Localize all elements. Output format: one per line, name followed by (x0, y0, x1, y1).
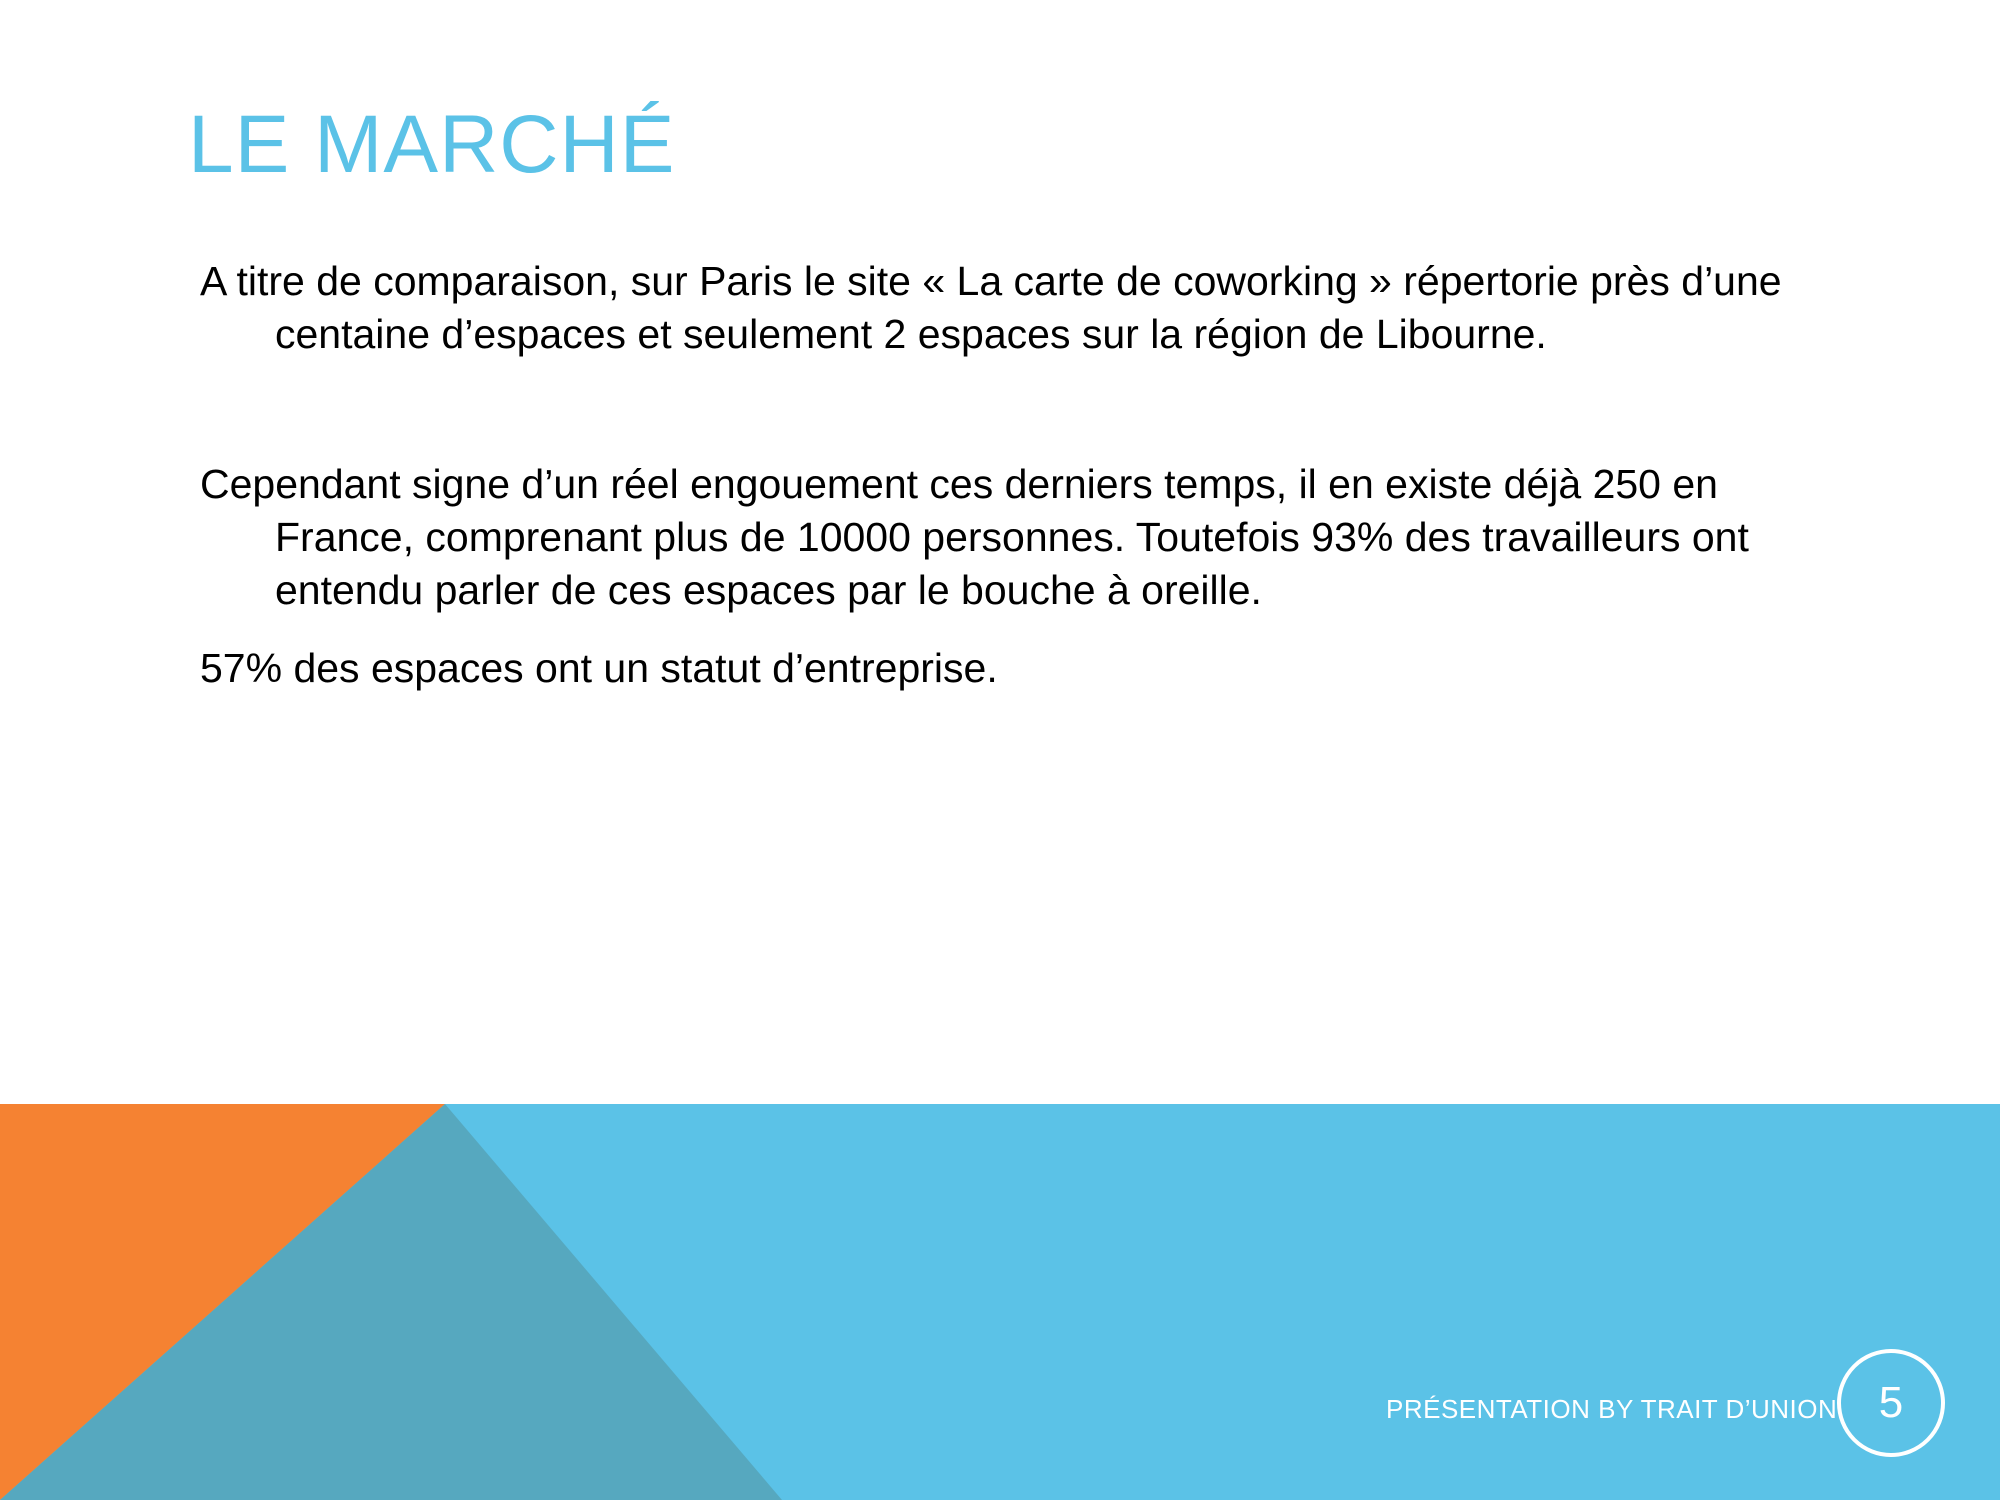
footer-banner (0, 1104, 2000, 1500)
paragraph-engouement: Cependant signe d’un réel engouement ces derniers temps, il en existe déjà 250 en France, comprenant plus de 10000 personnes. Toutefois 93% des travailleurs ont entendu parler de ces espaces par le bouche à oreille. (200, 461, 1749, 613)
paragraph-statut: 57% des espaces ont un statut d’entreprise. (200, 645, 998, 691)
page-number-badge (1837, 1349, 1945, 1457)
page-number: 5 (1878, 1378, 1904, 1427)
slide-title: LE MARCHÉ (188, 99, 676, 190)
footer-credit: PRÉSENTATION BY TRAIT D’UNION (1386, 1394, 1838, 1424)
paragraph-comparison: A titre de comparaison, sur Paris le site « La carte de coworking » répertorie près d’une centaine d’espaces et seulement 2 espaces sur la région de Libourne. (200, 258, 1782, 357)
slide-body (200, 255, 1840, 695)
